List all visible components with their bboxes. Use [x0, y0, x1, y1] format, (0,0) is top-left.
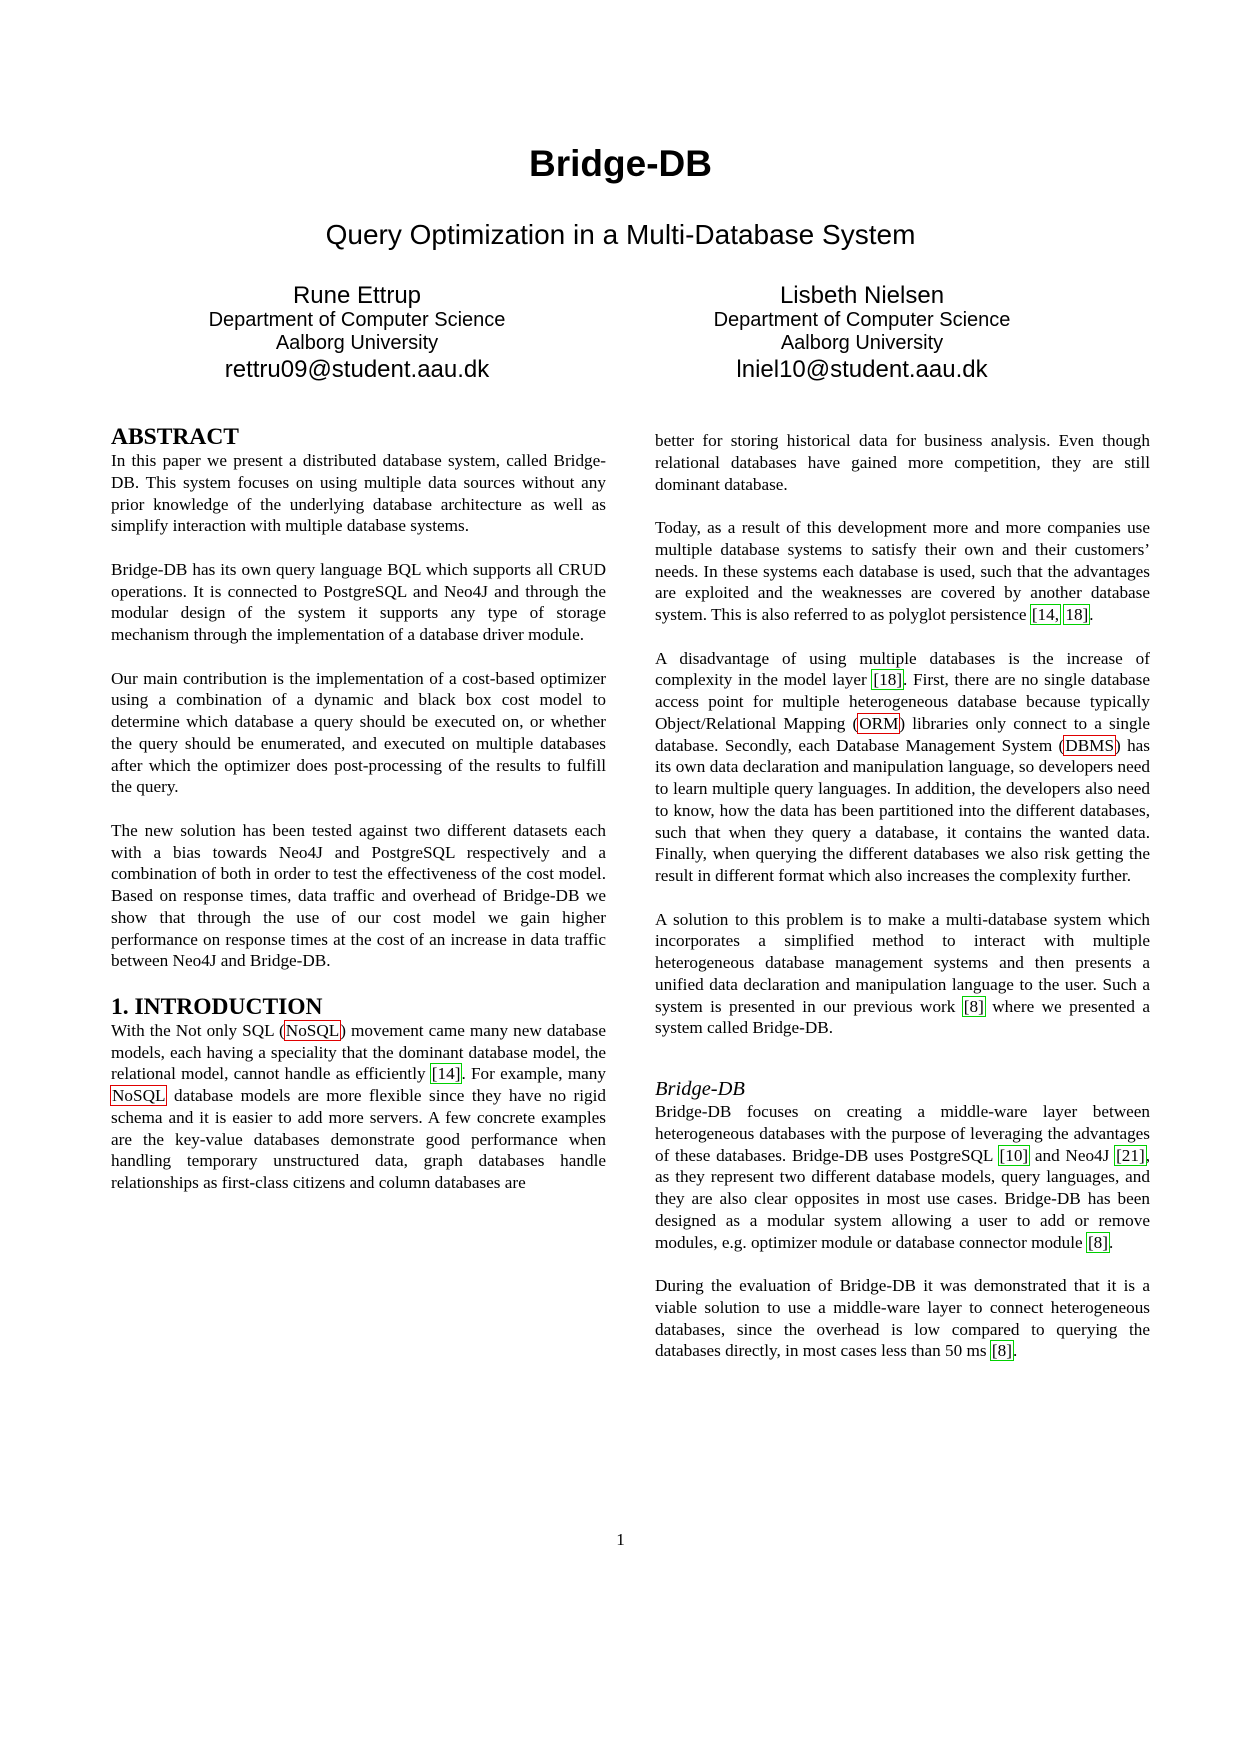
- intro-paragraph: [655, 517, 1150, 626]
- acronym-link-nosql[interactable]: NoSQL: [112, 1086, 166, 1105]
- intro-paragraph: better for storing historical data for business analysis. Even though relational databases have gained more competition, they are still dominant database.: [655, 431, 1150, 494]
- acronym-link-nosql[interactable]: NoSQL: [285, 1020, 340, 1040]
- text-run: .: [1089, 605, 1094, 624]
- right-column: [655, 430, 1150, 1362]
- text-run: ) libraries only connect to a single database. Secondly, each Database Management System (: [655, 713, 1151, 755]
- abstract-paragraph: In this paper we present a distributed database system, called Bridge-DB. This system focuses on using multiple data sources without any prior knowledge of the underlying database architecture as well as simplify interaction with multiple database systems.: [111, 451, 606, 536]
- left-column: [111, 424, 606, 1194]
- text-run: .: [1012, 1341, 1018, 1361]
- text-run: .: [1109, 1232, 1114, 1252]
- citation-link[interactable]: [21]: [1116, 1145, 1145, 1165]
- acronym-link-orm[interactable]: ORM: [859, 713, 899, 733]
- text-run: A solution to this problem is to make a multi-database system which incorporates a simplified method to interact with multiple heterogeneous database management systems and then presents a unified data declaration and manipulation language to the user. Such a system is presented in our previous work: [655, 909, 1150, 1016]
- bridge-db-paragraph: [655, 1101, 1150, 1253]
- text-run: ) has its own data declaration and manipulation language, so developers need to learn multiple query languages. In addition, the developers also need to know, how the data has been partitioned into the different databases, such that when they query a database, it contains the wanted data. Finally, when querying the different databases we also risk getting the result in different format which also increases the complexity further.: [655, 735, 1150, 885]
- citation-link[interactable]: [8]: [963, 996, 984, 1016]
- bridge-db-subheading: Bridge-DB: [655, 1078, 745, 1100]
- citation-link[interactable]: 18]: [1065, 605, 1089, 624]
- intro-paragraph: [655, 648, 1150, 887]
- abstract-heading: ABSTRACT: [111, 424, 239, 450]
- intro-paragraph: [111, 1020, 606, 1194]
- page-number: 1: [616, 1530, 625, 1549]
- author-name: Rune Ettrup: [292, 282, 422, 309]
- text-run: With the Not only SQL (: [111, 1020, 285, 1040]
- introduction-heading: 1. INTRODUCTION: [111, 993, 323, 1020]
- text-run: where we presented a system called Bridge-DB.: [655, 996, 1151, 1038]
- text-run: database models are more flexible since they have no rigid schema and it is easier to add more servers. A few concrete examples are the key-value databases demonstrate good performance when handling temporary unstructured data, graph databases handle relationships as first-class citizens and column databases are: [111, 1086, 606, 1192]
- author-email: rettru09@student.aau.dk: [224, 356, 490, 383]
- text-run: ) movement came many new database models, each having a speciality that the dominant database model, the relational model, cannot handle as efficiently: [111, 1020, 606, 1084]
- text-run: . For example, many: [461, 1064, 606, 1084]
- citation-link[interactable]: [10]: [999, 1145, 1029, 1165]
- paper-subtitle: Query Optimization in a Multi-Database System: [325, 219, 916, 250]
- text-run: A disadvantage of using multiple databases is the increase of complexity in the model layer: [655, 648, 1150, 690]
- citation-link[interactable]: [8]: [991, 1341, 1012, 1361]
- paper-title: Bridge-DB: [529, 143, 712, 184]
- text-run: Bridge-DB focuses on creating a middle-ware layer between heterogeneous databases with the purpose of leveraging the advantages of these databases. Bridge-DB uses PostgreSQL: [655, 1102, 1150, 1165]
- abstract-paragraph: The new solution has been tested against two different datasets each with a bias towards Neo4J and PostgreSQL respectively and a combination of both in order to test the effectiveness of the cost model. Based on response times, data traffic and overhead of Bridge-DB we show that through the use of our cost model we gain higher performance on response times at the cost of an increase in data traffic between Neo4J and Bridge-DB.: [111, 820, 606, 971]
- citation-link[interactable]: [8]: [1087, 1232, 1108, 1252]
- author-block-1: [147, 282, 567, 384]
- author-university: Aalborg University: [780, 332, 944, 354]
- citation-link[interactable]: [14]: [431, 1064, 461, 1084]
- text-run: . First, there are no single database access point for multiple heterogeneous database because typically Object/Relational Mapping (: [655, 670, 1150, 733]
- author-email: lniel10@student.aau.dk: [736, 356, 988, 383]
- text-run: , as they represent two different database models, query languages, and they are also clear opposites in most use cases. Bridge-DB has been designed as a modular system allowing a user to add or remove modules, e.g. optimizer module or database connector module: [655, 1145, 1150, 1252]
- abstract-paragraph: Bridge-DB has its own query language BQL which supports all CRUD operations. It is connected to PostgreSQL and Neo4J and through the modular design of the system it supports any type of storage mechanism through the implementation of a database driver module.: [111, 559, 606, 644]
- text-run: and Neo4J: [1029, 1145, 1116, 1165]
- author-block-2: [652, 282, 1072, 384]
- text-run: Today, as a result of this development more and more companies use multiple database systems to satisfy their own and their customers’ needs. In these systems each database is used, such that the advantages are exploited and the weaknesses are covered by another database system. This is also referred to as polyglot persistence: [655, 518, 1150, 624]
- author-department: Department of Computer Science: [713, 309, 1011, 331]
- citation-link[interactable]: [14,: [1031, 605, 1060, 624]
- acronym-link-dbms[interactable]: DBMS: [1065, 735, 1114, 755]
- bridge-db-paragraph: [655, 1275, 1150, 1362]
- abstract-paragraph: Our main contribution is the implementation of a cost-based optimizer using a combination of a dynamic and black box cost model to determine which database a query should be executed on, or whether the query should be enumerated, and executed on multiple databases after which the optimizer does post-processing of the results to fulfill the query.: [111, 668, 606, 797]
- intro-paragraph: [655, 909, 1150, 1040]
- text-run: During the evaluation of Bridge-DB it was demonstrated that it is a viable solution to use a middle-ware layer to connect heterogeneous databases, since the overhead is low compared to querying the databases directly, in most cases less than 50 ms: [655, 1276, 1150, 1361]
- author-department: Department of Computer Science: [208, 309, 506, 331]
- author-name: Lisbeth Nielsen: [779, 282, 945, 309]
- citation-link[interactable]: [18]: [873, 670, 903, 690]
- author-university: Aalborg University: [275, 332, 439, 354]
